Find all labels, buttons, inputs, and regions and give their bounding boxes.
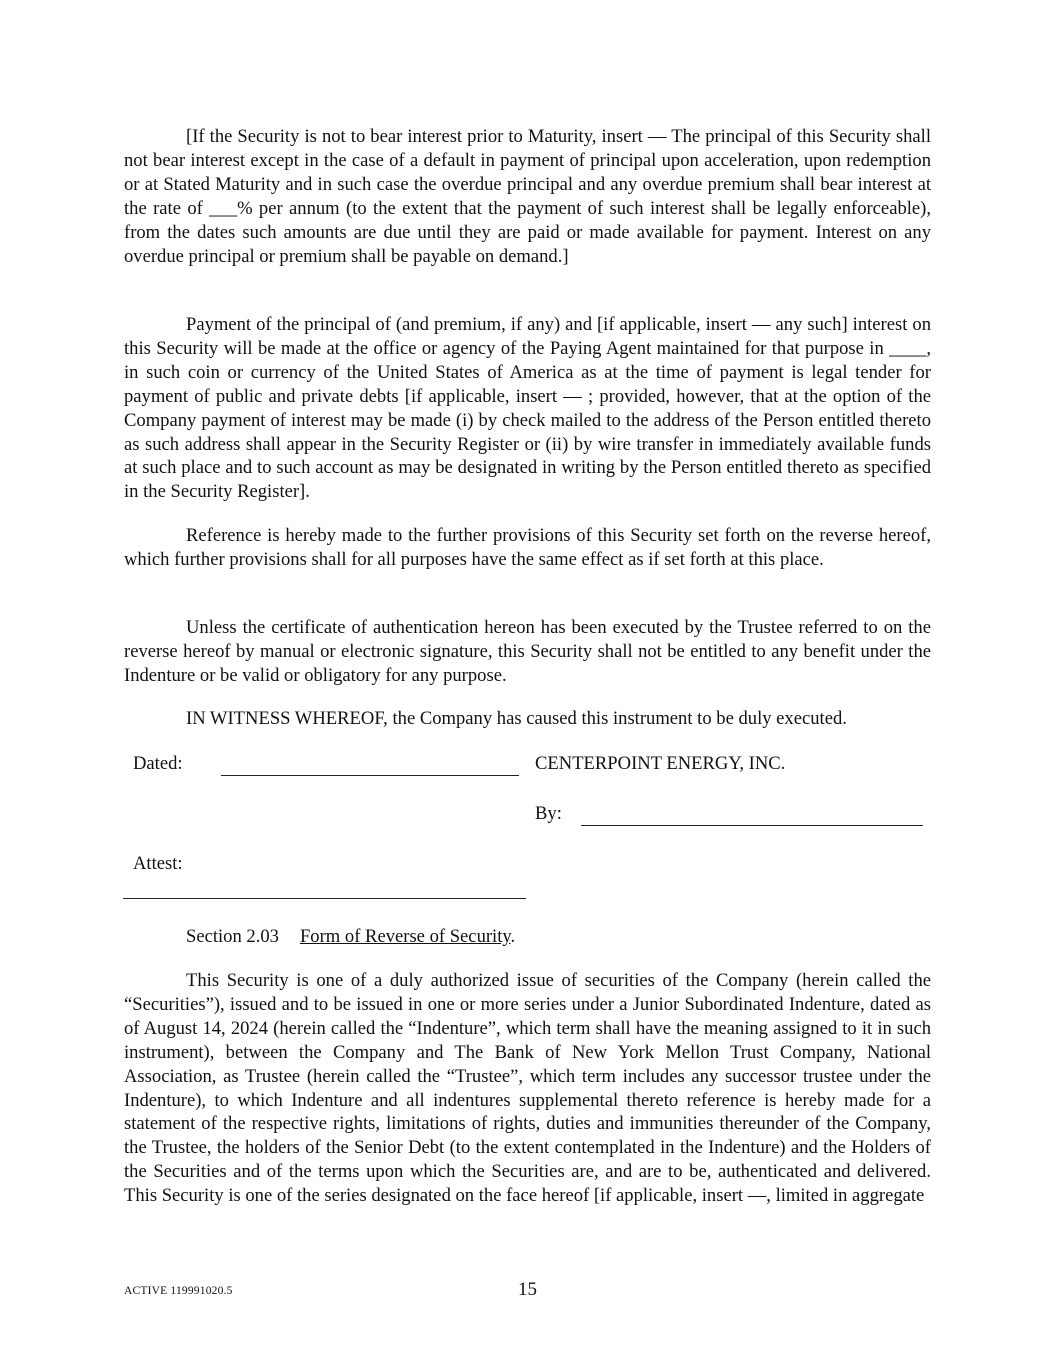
paragraph-interest-prior-maturity: [If the Security is not to bear interest prior to Maturity, insert — The principal of this Security shall not bear interest except in the case of a default in payment of principal upon acceleration, upon redemption or at Stated Maturity and in such case the overdue principal and any overdue premium shall bear interest at the rate of ___% per annum (to the extent that the payment of such interest shall be legally enforceable), from the dates such amounts are due until they are paid or made available for payment. Interest on any overdue principal or premium shall be payable on demand.] bbox=[124, 126, 931, 267]
attest-label: Attest: bbox=[133, 853, 183, 874]
attest-signature-line bbox=[123, 898, 526, 899]
paragraph-security-description: This Security is one of a duly authorized issue of securities of the Company (herein called the “Securities”), issued and to be issued in one or more series under a Junior Subordinated Indenture, dated as of August 14, 2024 (herein called the “Indenture”, which term shall have the meaning assigned to it in such instrument), between the Company and The Bank of New York Mellon Trust Company, National Association, as Trustee (herein called the “Trustee”, which term includes any successor trustee under the Indenture), to which Indenture and all indentures supplemental thereto reference is hereby made for a statement of the respective rights, limitations of rights, duties and immunities thereunder of the Company, the Trustee, the holders of the Senior Debt (to the extent contemplated in the Indenture) and the Holders of the Securities and of the terms upon which the Securities are, and are to be, authenticated and delivered. This Security is one of the series designated on the face hereof [if applicable, insert —, limited in aggregate bbox=[124, 970, 931, 1207]
section-title: Form of Reverse of Security bbox=[299, 926, 511, 947]
paragraph-reference-reverse: Reference is hereby made to the further provisions of this Security set forth on the reverse hereof, which further provisions shall for all purposes have the same effect as if set forth at this place. bbox=[124, 525, 931, 570]
section-title-period: . bbox=[510, 926, 516, 947]
paragraph-certificate-authentication: Unless the certificate of authentication hereon has been executed by the Trustee referred to on the reverse hereof by manual or electronic signature, this Security shall not be entitled to any benefit under the Indenture or be valid or obligatory for any purpose. bbox=[124, 617, 931, 686]
footer-document-id: ACTIVE 119991020.5 bbox=[124, 1285, 233, 1297]
dated-label: Dated: bbox=[133, 753, 183, 774]
section-number: Section 2.03 bbox=[186, 926, 279, 947]
paragraph-payment-of-principal: Payment of the principal of (and premium, if any) and [if applicable, insert — any such] interest on this Security will be made at the office or agency of the Paying Agent maintained for that purpose in ____, in such coin or currency of the United States of America as at the time of payment is legal tender for payment of public and private debts [if applicable, insert — ; provided, however, that at the option of the Company payment of interest may be made (i) by check mailed to the address of the Person entitled thereto as such address shall appear in the Security Register or (ii) by wire transfer in immediately available funds at such place and to such account as may be designated in writing by the Person entitled thereto as specified in the Security Register]. bbox=[124, 314, 931, 503]
section-heading bbox=[186, 925, 515, 949]
paragraph-in-witness-whereof: IN WITNESS WHEREOF, the Company has caused this instrument to be duly executed. bbox=[186, 708, 847, 729]
dated-signature-line bbox=[221, 775, 519, 776]
company-name: CENTERPOINT ENERGY, INC. bbox=[535, 753, 786, 774]
by-label: By: bbox=[535, 803, 562, 824]
page-number: 15 bbox=[518, 1279, 537, 1300]
by-signature-line bbox=[581, 825, 923, 826]
